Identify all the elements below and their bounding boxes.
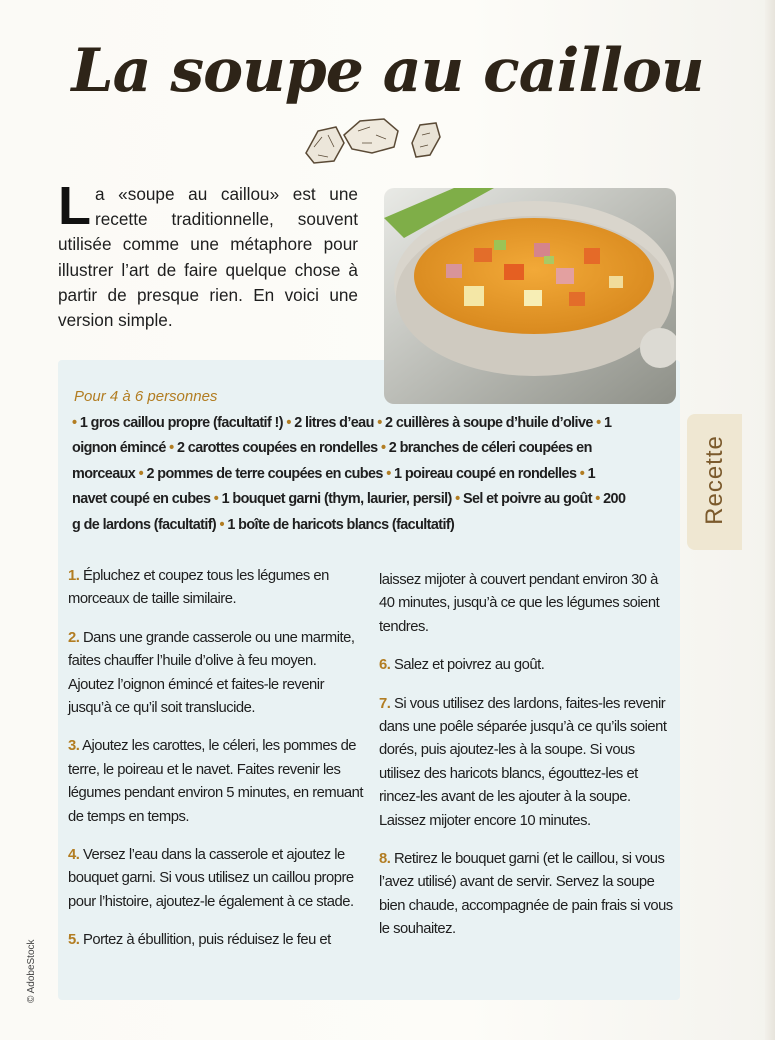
step-text: Dans une grande casserole ou une marmite, faites chauffer l’huile d’olive à feu moyen. Ajoutez l’oignon émincé et faites-le revenir jusqu’à ce qu’il soit translucide.	[68, 629, 355, 717]
step-number: 3.	[68, 738, 80, 755]
step-3	[68, 735, 364, 829]
ingredient-item: 1 bouquet garni (thym, laurier, persil)	[221, 491, 452, 508]
ingredient-item: 2 carottes coupées en rondelles	[177, 440, 378, 457]
step-5	[68, 929, 364, 952]
ingredient-item: 200 g de lardons (facultatif)	[72, 491, 626, 533]
step-number: 5.	[68, 932, 80, 949]
ingredient-item: 1 gros caillou propre (facultatif !)	[79, 415, 283, 431]
drop-cap: L	[58, 176, 91, 236]
section-tab-label: Recette	[701, 435, 728, 525]
step-text: Salez et poivrez au goût.	[393, 657, 545, 674]
ingredient-item: 2 cuillères à soupe d’huile d’olive	[385, 415, 593, 431]
photo-credit: © AdobeStock	[26, 939, 37, 1003]
step-text: Si vous utilisez des lardons, faites-les revenir dans une poêle séparée jusqu’à ce qu’ils soient dorés, puis ajoutez-les à la soupe. Si vous utilisez des haricots blancs, égouttez-les et rincez-les avant de les ajouter à la soupe. Laissez mijoter encore 10 minutes.	[379, 695, 667, 829]
intro-paragraph	[58, 176, 358, 333]
step-2	[68, 627, 364, 721]
step-number: 6.	[379, 657, 391, 674]
step-text: laissez mijoter à couvert pendant environ 30 à 40 minutes, jusqu’à ce que les légumes soient tendres.	[379, 572, 660, 635]
step-1	[68, 565, 364, 612]
steps-column-right	[379, 569, 675, 957]
recipe-title: La soupe au caillou	[71, 36, 704, 106]
step-number: 8.	[379, 851, 391, 868]
ingredient-item: Sel et poivre au goût	[462, 491, 592, 508]
step-8	[379, 848, 675, 942]
step-text: Retirez le bouquet garni (et le caillou, si vous l’avez utilisé) avant de servir. Servez la soupe bien chaude, accompagnée de pain frais si vous le souhaitez.	[379, 851, 673, 938]
section-tab	[687, 414, 742, 550]
step-number: 1.	[68, 568, 80, 584]
ingredient-item: 1 boîte de haricots blancs (facultatif)	[227, 516, 455, 533]
step-text: Ajoutez les carottes, le céleri, les pommes de terre, le poireau et le navet. Faites revenir les légumes pendant environ 5 minutes, en remuant de temps en temps.	[68, 738, 364, 825]
step-5-continued	[379, 569, 675, 639]
ingredient-item: 2 branches de céleri coupées en morceaux	[72, 440, 592, 482]
ingredient-item: 2 pommes de terre coupées en cubes	[146, 465, 383, 482]
stone-icon	[306, 127, 344, 163]
ingredient-item: 1 oignon émincé	[72, 415, 612, 457]
soup-photo	[384, 188, 676, 404]
intro-text: a «soupe au caillou» est une recette traditionnelle, souvent utilisée comme une métaphore pour illustrer l’art de faire quelque chose à partir de presque rien. En voici une version simple.	[58, 184, 358, 331]
stones-illustration	[300, 113, 460, 173]
step-number: 4.	[68, 847, 80, 864]
step-4	[68, 844, 364, 914]
stone-icon	[412, 123, 440, 157]
steps-column-left	[68, 565, 364, 968]
ingredient-item: 1 poireau coupé en rondelles	[394, 465, 577, 482]
step-text: Versez l’eau dans la casserole et ajoutez le bouquet garni. Si vous utilisez un caillou propre pour l’histoire, ajoutez-le également à ce stade.	[68, 847, 354, 910]
page-edge	[765, 0, 775, 1040]
step-6	[379, 654, 675, 677]
step-number: 7.	[379, 695, 391, 712]
ingredient-item: 2 litres d’eau	[294, 415, 374, 431]
servings-label: Pour 4 à 6 personnes	[74, 388, 218, 405]
step-text: Épluchez et coupez tous les légumes en morceaux de taille similaire.	[68, 568, 329, 608]
step-text: Portez à ébullition, puis réduisez le feu et	[82, 932, 331, 949]
stone-icon	[344, 119, 398, 153]
ingredient-item: 1 navet coupé en cubes	[72, 465, 596, 508]
ingredients-list: • 1 gros caillou propre (facultatif !) • 2 litres d’eau • 2 cuillères à soupe d’huile d’olive • 1 oignon émincé • 2 carottes coupées en rondelles • 2 branches de céleri coupées en morceaux • 2 pommes de terre coupées en cubes • 1 poireau coupé en rondelles • 1 navet coupé en cubes • 1 bouquet garni (thym, laurier, persil) • Sel et poivre au goût • 200 g de lardons (facultatif) • 1 boîte de haricots blancs (facultatif)	[72, 415, 626, 533]
step-number: 2.	[68, 629, 80, 646]
step-7	[379, 693, 675, 833]
